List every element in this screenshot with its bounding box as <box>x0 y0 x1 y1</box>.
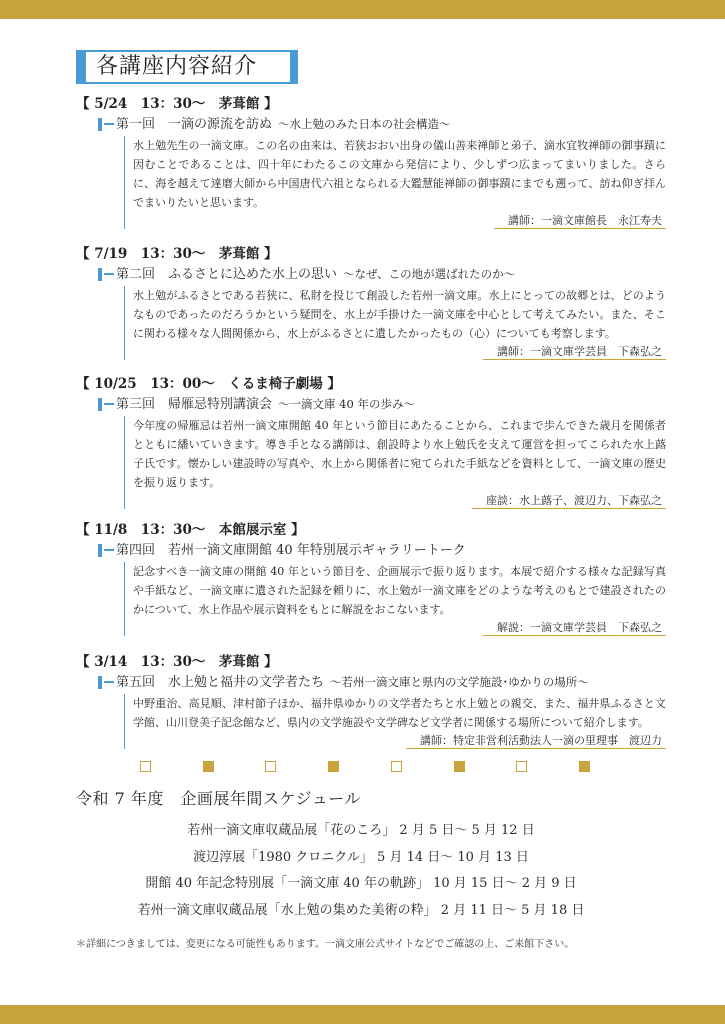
instructor-text: 講師：一滴文庫学芸員 下森弘之 <box>483 345 666 360</box>
ornament-square <box>454 761 465 772</box>
lecture-1 <box>76 95 666 229</box>
lecture-title <box>76 114 666 134</box>
title-marker-line <box>104 403 114 405</box>
ornament-square <box>579 761 590 772</box>
lecture-subtitle: ～水上勉のみた日本の社会構造～ <box>278 117 451 131</box>
ornament-square <box>516 761 527 772</box>
lecture-body <box>124 562 666 636</box>
title-marker <box>98 676 102 689</box>
lecture-title <box>76 672 666 692</box>
lecture-title <box>76 264 666 284</box>
ornament-square <box>203 761 214 772</box>
title-accent-left <box>78 52 86 82</box>
lecture-title-text: 第三回 帰雁忌特別講演会 <box>116 397 273 412</box>
title-marker <box>98 398 102 411</box>
lecture-subtitle: ～一滴文庫 40 年の歩み～ <box>278 397 415 411</box>
lecture-date: 【 7/19 13：30～ 茅葺館 】 <box>76 246 278 262</box>
lecture-instructor <box>133 619 666 636</box>
lecture-instructor <box>133 492 666 509</box>
lecture-title <box>76 540 666 560</box>
lecture-instructor <box>133 212 666 229</box>
lecture-description: 記念すべき一滴文庫の開館 40 年という節目を、企画展示で振り返ります。本展で紹介する様々な記録写真や手紙など、一滴文庫に遺された記録を頼りに、水上勉が一滴文庫をどのような考えのもとで建設されたのかについて、水上作品や展示資料をもとに解説をおこないます。 <box>133 565 666 616</box>
ornament-square <box>265 761 276 772</box>
lecture-date: 【 10/25 13：00～ くるま椅子劇場 】 <box>76 376 341 392</box>
bottom-gold-bar <box>0 1005 725 1024</box>
lecture-title-text: 第四回 若州一滴文庫開館 40 年特別展示ギャラリートーク <box>116 543 466 558</box>
lecture-description: 今年度の帰雁忌は若州一滴文庫開館 40 年という節目にあたることから、これまで歩んできた歳月を関係者とともに繙いていきます。導き手となる講師は、創設時より水上勉氏を支えて運営を担ってこられた水上蕗子氏です。懐かしい建設時の写真や、水上から関係者に宛てられた手紙などを資料として、一滴文庫の歴史を振り返ります。 <box>133 419 666 489</box>
lecture-description: 中野重治、高見順、津村節子ほか、福井県ゆかりの文学者たちと水上勉との親交、また、福井県ふるさと文学館、山川登美子記念館など、県内の文学施設や文学碑など文学者に関係する場所について紹介します。 <box>133 697 666 729</box>
lecture-5 <box>76 653 666 749</box>
lecture-4 <box>76 521 666 636</box>
title-marker <box>98 118 102 131</box>
lecture-date: 【 11/8 13：30～ 本館展示室 】 <box>76 522 305 538</box>
lecture-body <box>124 416 666 509</box>
lecture-date: 【 3/14 13：30～ 茅葺館 】 <box>76 654 278 670</box>
lecture-body <box>124 694 666 749</box>
instructor-text: 座談：水上蕗子、渡辺力、下森弘之 <box>472 494 666 509</box>
title-marker <box>98 268 102 281</box>
title-marker-line <box>104 123 114 125</box>
schedule-item: 渡辺淳展「1980 クロニクル」 5 月 14 日～ 10 月 13 日 <box>193 849 529 865</box>
lecture-description: 水上勉先生の一滴文庫。この名の由来は、若狭おおい出身の儀山善来禅師と弟子、滴水宜牧禅師の御事蹟に因むことであることは、四十年にわたるこの文庫から発信により、少しずつ広まってまいりました。さらに、海を越えて達磨大師から中国唐代六祖となられる大鑑慧能禅師の御事蹟にまでも遡って、訪ね仰ぎ拝んでまいりたいと思います。 <box>133 139 666 209</box>
title-accent-right <box>290 52 296 82</box>
lecture-2 <box>76 245 666 360</box>
lecture-description: 水上勉がふるさとである若狭に、私財を投じて創設した若州一滴文庫。水上にとっての故郷とは、どのようなものであったのだろうかという疑問を、水上が手掛けた一滴文庫を中心として考えてみたい。また、そこに関わる様々な人間関係から、水上がふるさとに遺したかったもの（心）についても考察します。 <box>133 289 666 340</box>
lecture-title-text: 第五回 水上勉と福井の文学者たち <box>116 675 325 690</box>
schedule-title: 令和 7 年度 企画展年間スケジュール <box>76 789 361 808</box>
square-ornament-row <box>140 761 590 775</box>
lecture-subtitle: ～若州一滴文庫と県内の文学施設･ゆかりの場所～ <box>330 675 589 689</box>
lecture-title-text: 第二回 ふるさとに込めた水上の思い <box>116 267 338 282</box>
title-marker-line <box>104 549 114 551</box>
schedule-item: 若州一滴文庫収蔵品展「花のころ」 2 月 5 日～ 5 月 12 日 <box>187 823 535 838</box>
lecture-body <box>124 286 666 360</box>
lecture-instructor <box>133 732 666 749</box>
ornament-square <box>140 761 151 772</box>
lecture-3 <box>76 375 666 509</box>
schedule-item: 若州一滴文庫収蔵品展「水上勉の集めた美術の粋」 2 月 11 日～ 5 月 18 日 <box>137 902 585 918</box>
schedule-list <box>76 818 646 924</box>
footnote: ＊詳細につきましては、変更になる可能性もあります。一滴文庫公式サイトなどでご確認の上、ご来館下さい。 <box>76 939 575 950</box>
ornament-square <box>328 761 339 772</box>
page-title <box>76 50 298 84</box>
title-marker <box>98 544 102 557</box>
instructor-text: 講師：一滴文庫館長 永江寿夫 <box>494 214 666 229</box>
top-gold-bar <box>0 0 725 19</box>
schedule-item: 開館 40 年記念特別展「一滴文庫 40 年の軌跡」 10 月 15 日～ 2 月 9 日 <box>145 876 577 891</box>
lecture-body <box>124 136 666 229</box>
instructor-text: 解説：一滴文庫学芸員 下森弘之 <box>483 621 666 636</box>
lecture-title-text: 第一回 一滴の源流を訪ぬ <box>116 117 273 132</box>
title-marker-line <box>104 273 114 275</box>
lecture-instructor <box>133 343 666 360</box>
ornament-square <box>391 761 402 772</box>
instructor-text: 講師：特定非営利活動法人一滴の里理事 渡辺力 <box>406 734 666 749</box>
title-marker-line <box>104 681 114 683</box>
lecture-subtitle: ～なぜ、この地が選ばれたのか～ <box>343 267 516 281</box>
lecture-date: 【 5/24 13：30～ 茅葺館 】 <box>76 96 278 112</box>
page-title-text: 各講座内容紹介 <box>96 54 258 79</box>
lecture-title <box>76 394 666 414</box>
